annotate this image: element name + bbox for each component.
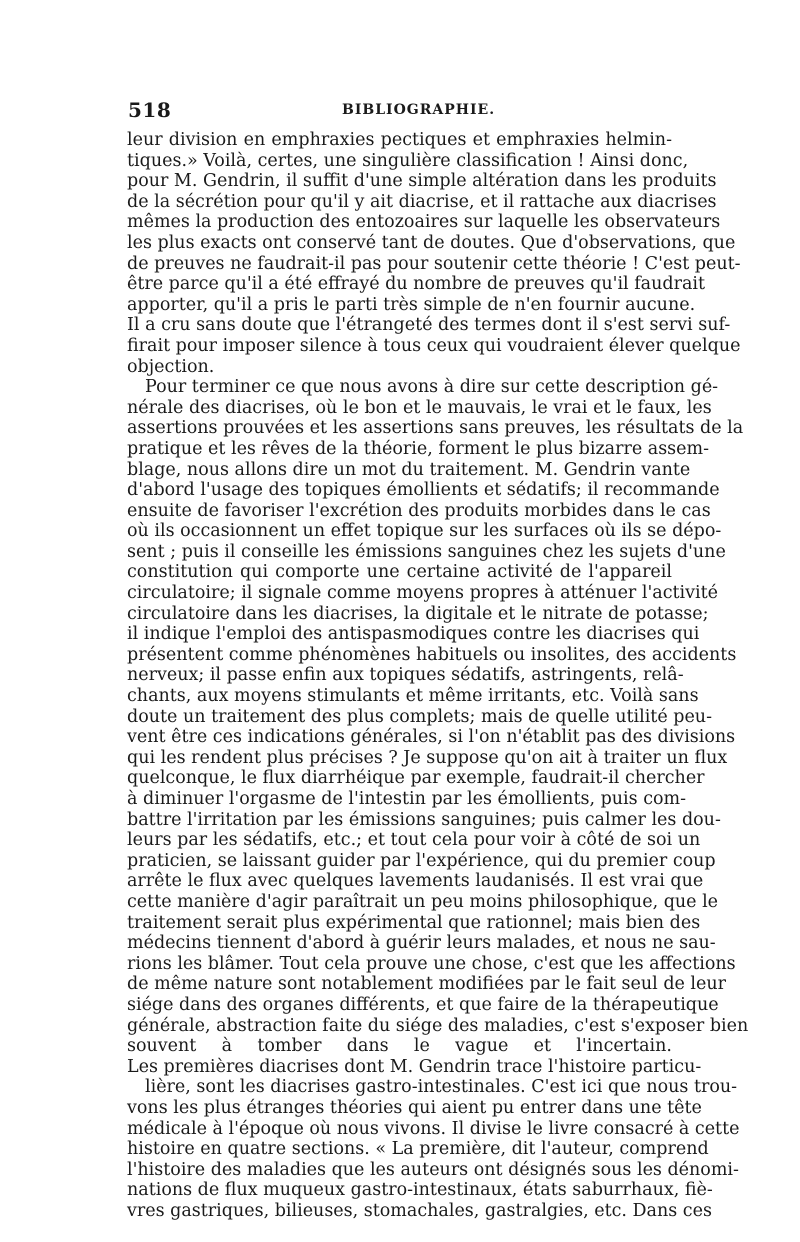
text-line: générale, abstraction faite du siége des maladies, c'est s'exposer bien <box>127 1015 749 1036</box>
text-line: objection. <box>127 356 215 377</box>
page-header <box>128 98 668 124</box>
text-line: être parce qu'il a été effrayé du nombre de preuves qu'il faudrait <box>127 274 706 295</box>
text-line: médicale à l'époque où nous vivons. Il divise le livre consacré à cette <box>127 1118 740 1139</box>
text-line: vons les plus étranges théories qui aient pu entrer dans une tête <box>127 1097 702 1118</box>
text-line: nations de flux muqueux gastro-intestinaux, états saburrhaux, fiè- <box>127 1180 713 1201</box>
text-line: doute un traitement des plus complets; mais de quelle utilité peu- <box>127 706 712 727</box>
text-line: rions les blâmer. Tout cela prouve une chose, c'est que les affections <box>127 953 736 974</box>
text-line: chants, aux moyens stimulants et même irritants, etc. Voilà sans <box>127 686 699 707</box>
text-line: présentent comme phénomènes habituels ou insolites, des accidents <box>127 644 737 665</box>
running-head: BIBLIOGRAPHIE. <box>342 102 496 118</box>
text-line: ensuite de favoriser l'excrétion des produits morbides dans le cas <box>127 500 711 521</box>
text-line: d'abord l'usage des topiques émollients et sédatifs; il recommande <box>127 480 720 501</box>
text-line: histoire en quatre sections. « La première, dit l'auteur, comprend <box>127 1139 709 1160</box>
text-line: à diminuer l'orgasme de l'intestin par les émollients, puis com- <box>127 789 687 809</box>
text-line: il indique l'emploi des antispasmodiques contre les diacrises qui <box>127 624 700 645</box>
text-line: vres gastriques, bilieuses, stomachales, gastralgies, etc. Dans ces <box>127 1200 712 1221</box>
text-line: Il a cru sans doute que l'étrangeté des termes dont il s'est servi suf- <box>127 315 731 336</box>
text-line: apporter, qu'il a pris le parti très simple de n'en fournir aucune. <box>127 294 696 315</box>
text-line: firait pour imposer silence à tous ceux qui voudraient élever quelque <box>127 335 741 356</box>
text-line: constitution qui comporte une certaine activité de l'appareil <box>127 562 672 583</box>
text-line: de preuves ne faudrait-il pas pour soutenir cette théorie ! C'est peut- <box>127 253 741 274</box>
text-line: souvent à tomber dans le vague et l'incertain. <box>127 1036 672 1057</box>
text-line: siége dans des organes différents, et que faire de la thérapeutique <box>127 994 719 1015</box>
text-line: tiques.» Voilà, certes, une singulière classification ! Ainsi donc, <box>127 150 689 171</box>
text-line: arrête le flux avec quelques lavements laudanisés. Il est vrai que <box>127 871 704 892</box>
text-line: nérale des diacrises, où le bon et le mauvais, le vrai et le faux, les <box>127 397 712 418</box>
text-line: leurs par les sédatifs, etc.; et tout cela pour voir à côté de soi un <box>127 830 701 851</box>
text-line: Pour terminer ce que nous avons à dire sur cette description gé- <box>145 377 719 398</box>
text-line: assertions prouvées et les assertions sans preuves, les résultats de la <box>127 418 744 439</box>
text-line: sent ; puis il conseille les émissions sanguines chez les sujets d'une <box>127 541 726 562</box>
text-line: blage, nous allons dire un mot du traitement. M. Gendrin vante <box>127 459 691 480</box>
text-line: praticien, se laissant guider par l'expérience, qui du premier coup <box>127 850 716 871</box>
text-line: où ils occasionnent un effet topique sur les surfaces où ils se dépo- <box>127 521 722 542</box>
text-line: nerveux; il passe enfin aux topiques sédatifs, astringents, relâ- <box>127 665 684 686</box>
text-line: Les premières diacrises dont M. Gendrin trace l'histoire particu- <box>127 1056 702 1077</box>
text-line: pour M. Gendrin, il suffit d'une simple altération dans les produits <box>127 171 717 192</box>
text-line <box>127 1221 672 1242</box>
text-line: circulatoire; il signale comme moyens propres à atténuer l'activité <box>127 583 718 604</box>
text-line: l'histoire des maladies que les auteurs ont désignés sous les dénomi- <box>127 1159 739 1180</box>
page-number: 518 <box>128 98 172 122</box>
text-line: qui les rendent plus précises ? Je suppose qu'on ait à traiter un flux <box>127 747 728 768</box>
text-line: les plus exacts ont conservé tant de doutes. Que d'observations, que <box>127 232 736 253</box>
text-line: mêmes la production des entozoaires sur laquelle les observateurs <box>127 212 721 233</box>
body-text <box>127 130 749 1242</box>
text-line: de la sécrétion pour qu'il y ait diacrise, et il rattache aux diacrises <box>127 191 717 212</box>
text-line: circulatoire dans les diacrises, la digitale et le nitrate de potasse; <box>127 603 709 624</box>
text-line: lière, sont les diacrises gastro-intestinales. C'est ici que nous trou- <box>145 1077 738 1098</box>
text-line: pratique et les rêves de la théorie, forment le plus bizarre assem- <box>127 438 710 459</box>
text-line: de même nature sont notablement modifiées par le fait seul de leur <box>127 974 727 995</box>
text-line: vent être ces indications générales, si l'on n'établit pas des divisions <box>127 727 736 748</box>
text-line: leur division en emphraxies pectiques et emphraxies helmin- <box>127 130 672 150</box>
text-line: quelconque, le flux diarrhéique par exemple, faudrait-il chercher <box>127 768 705 789</box>
text-line: cette manière d'agir paraîtrait un peu moins philosophique, que le <box>127 891 719 912</box>
text-line: traitement serait plus expérimental que rationnel; mais bien des <box>127 912 701 933</box>
text-line: battre l'irritation par les émissions sanguines; puis calmer les dou- <box>127 809 721 830</box>
text-line: médecins tiennent d'abord à guérir leurs malades, et nous ne sau- <box>127 933 716 954</box>
